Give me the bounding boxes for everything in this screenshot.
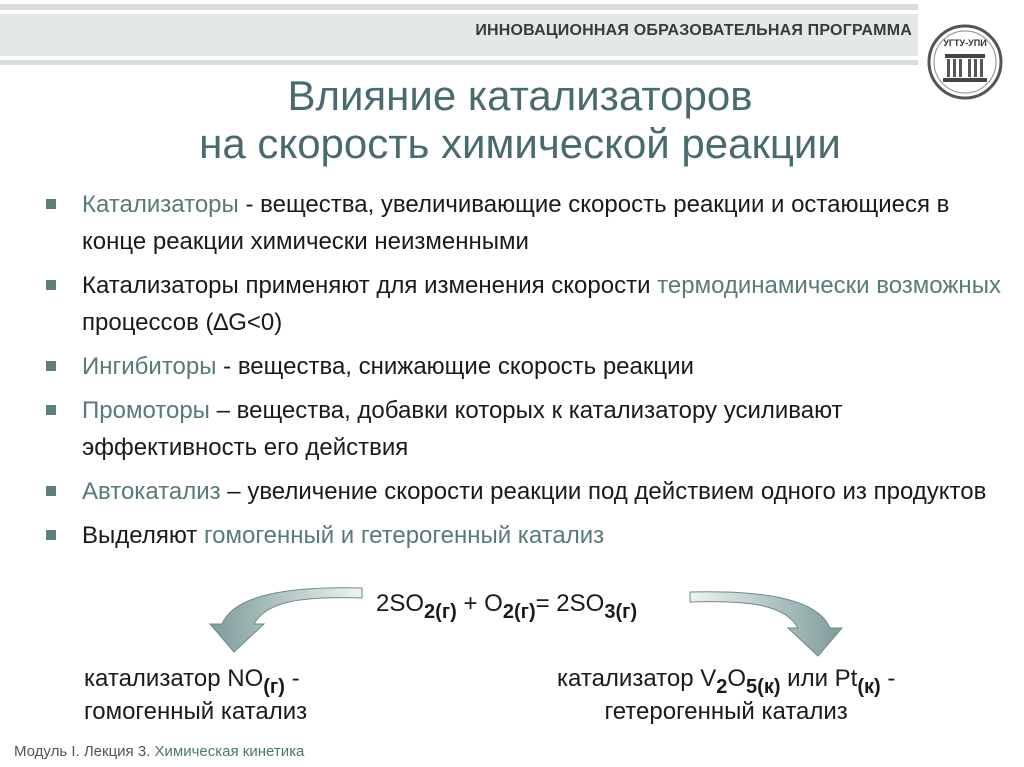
slide-title [0,72,1024,168]
eq-subscript: 3(г) [604,601,638,623]
homogeneous-line-1 [84,662,307,698]
heterogeneous-label: катализатор V [557,665,717,692]
svg-text:УГТУ-УПИ: УГТУ-УПИ [943,38,987,48]
heterogeneous-subscript: 5(к) [746,676,781,698]
homogeneous-catalysis-block [84,662,307,728]
square-bullet-icon [46,199,56,209]
homogeneous-label: катализатор NO [84,665,264,692]
footer-topic: Химическая кинетика [150,743,305,760]
bullet-catalyst-use [44,267,1004,341]
heterogeneous-dash: - [880,665,896,692]
definition-inhibitors: - вещества, снижающие скорость реакции [216,353,694,380]
term-catalysis-types: гомогенный и гетерогенный катализ [203,522,605,549]
homogeneous-subscript: (г) [263,676,285,698]
eq-part: = 2SO [535,590,605,617]
heterogeneous-subscript: 2 [716,676,728,698]
heterogeneous-formula: или Pt [780,665,858,692]
term-thermodynamically-possible: термодинамически возможных [657,272,1001,299]
homogeneous-line-2: гомогенный катализ [84,698,308,725]
term-inhibitors: Ингибиторы [82,353,217,380]
homogeneous-dash: - [284,665,300,692]
title-line-1: Влияние катализаторов [287,72,753,119]
definition-promoters: – вещества, добавки которых к катализатору усиливают эффективность его действия [82,397,843,461]
heterogeneous-catalysis-block [557,662,895,728]
eq-part: 2SO [376,590,425,617]
heterogeneous-formula: O [727,665,747,692]
term-autocatalysis: Автокатализ [82,478,221,505]
definition-autocatalysis: – увеличение скорости реакции под действием одного из продуктов [220,478,987,505]
title-line-2: на скорость химической реакции [199,120,841,167]
catalysis-types-text: Выделяют [82,522,204,549]
heterogeneous-line-1 [557,662,896,698]
term-promoters: Промоторы [82,397,210,424]
curved-arrow-right-icon [688,590,848,660]
heterogeneous-subscript: (к) [857,676,881,698]
bullet-promoters [44,392,1004,466]
bullet-catalysts [44,186,1004,260]
square-bullet-icon [46,405,56,415]
term-catalysts: Катализаторы [82,191,239,218]
definition-catalysts: - вещества, увеличивающие скорость реакции и остающиеся в конце реакции химически неизменными [82,191,950,255]
bullet-catalysis-types [44,517,1004,554]
catalyst-use-text: Катализаторы применяют для изменения скорости [82,272,658,299]
heterogeneous-line-2: гетерогенный катализ [604,698,848,725]
eq-part: + O [456,590,503,617]
bullet-list [44,186,1004,561]
reaction-equation [376,590,638,623]
square-bullet-icon [46,361,56,371]
curved-arrow-left-icon [204,586,364,656]
eq-subscript: 2(г) [502,601,536,623]
square-bullet-icon [46,486,56,496]
square-bullet-icon [46,530,56,540]
footer-caption [14,743,304,760]
footer-module: Модуль I. Лекция 3. [14,743,151,760]
catalyst-use-tail: процессов (∆G<0) [82,309,283,336]
bullet-inhibitors [44,348,1004,385]
program-label: ИННОВАЦИОННАЯ ОБРАЗОВАТЕЛЬНАЯ ПРОГРАММА [475,22,912,39]
eq-subscript: 2(г) [424,601,457,623]
bullet-autocatalysis [44,473,1004,510]
square-bullet-icon [46,280,56,290]
